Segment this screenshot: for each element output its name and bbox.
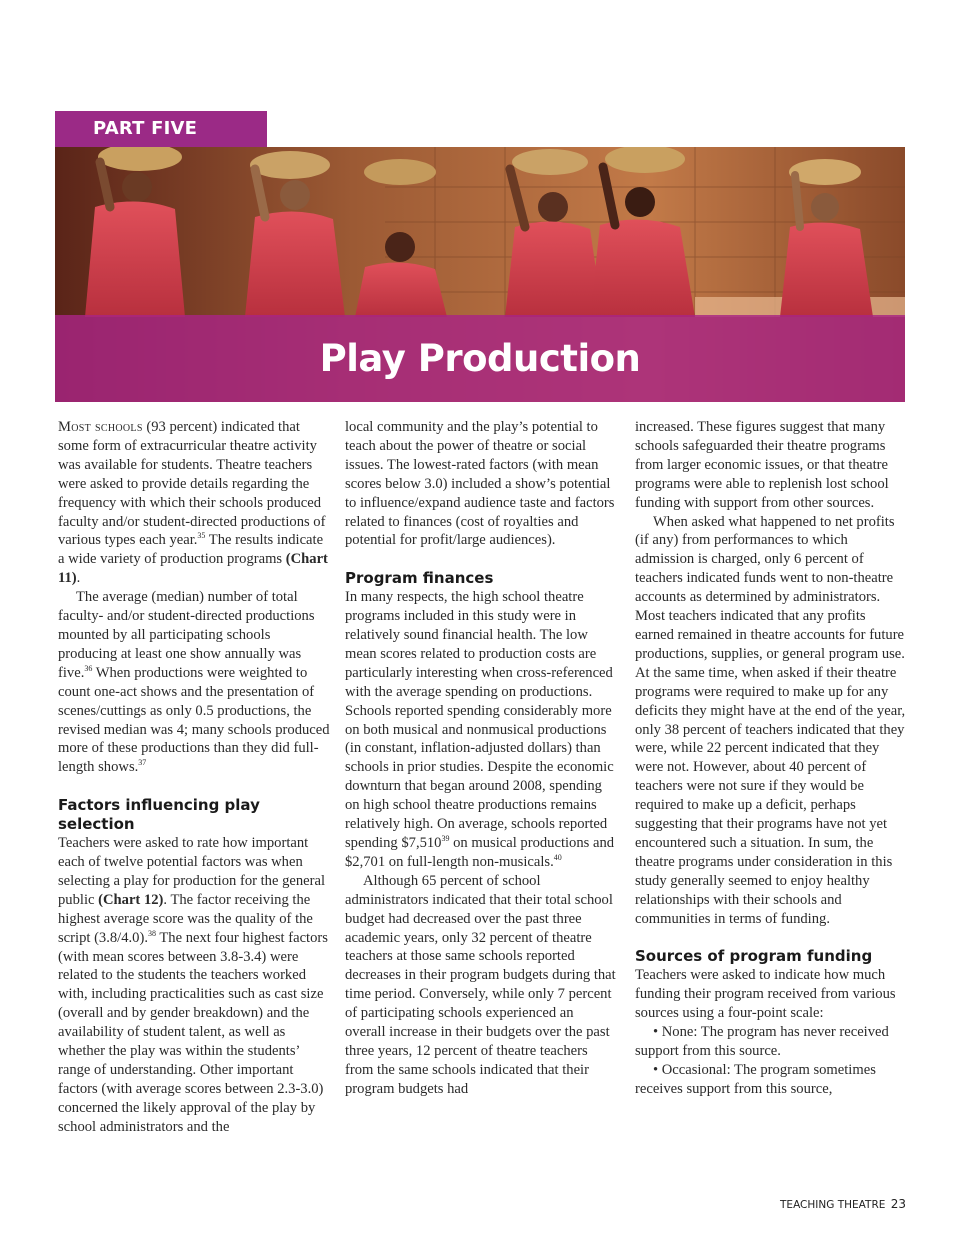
paragraph: Although 65 percent of school administrators indicated that their total school budget had decreased over the past three academic years, only 32 percent of theatre teachers at those same schools reported decreases in their program budgets during that time period. Conversely, while only 7 percent of participating schools experienced an overall increase in their budgets over the past three years, 12 percent of theatre teachers from the same schools indicated that their program budgets had	[345, 872, 616, 1097]
footnote-ref: 39	[441, 834, 450, 844]
paragraph	[58, 418, 330, 588]
paragraph: When asked what happened to net profits (if any) from performances to which admission is charged, only 6 percent of teachers indicated funds went to non-theatre accounts as determined by administrators. Most teachers indicated that any profits earned remained in theatre accounts for future productions, supplies, or general program use. At the same time, when asked if their theatre programs were required to make up for any deficits they might have at the end of the year, only 38 percent of teachers indicated that they were, while 22 percent indicated that they were not. However, about 40 percent of teachers were not sure if they would be required to make up a deficit, perhaps suggesting that their programs have not yet encountered such a situation. In sum, the theatre programs under consideration in this study generally seemed to enjoy healthy relationships with their schools and communities in terms of funding.	[635, 513, 906, 927]
paragraph	[58, 588, 330, 777]
footnote-ref: 35	[197, 531, 206, 541]
footnote-ref: 37	[138, 758, 147, 768]
text: When productions were weighted to count one-act shows and the presentation of scenes/cuttings as only 0.5 productions, the revised median was 4; many schools produced more of these productions than they did full-length shows.	[58, 664, 330, 776]
section-heading: Factors influencing play selection	[58, 796, 260, 834]
lead-in: Most schools	[58, 419, 143, 435]
list-item: • None: The program has never received support from this source.	[635, 1024, 889, 1059]
text: In many respects, the high school theatre programs included in this study were in relatively sound financial health. The low mean scores related to production costs are particularly interesting when cross-referenced with the average spending on productions. Schools reported spending considerably more on both musical and nonmusical productions (in constant, inflation-adjusted dollars) than schools in prior studies. Despite the economic downturn that began around 2008, spending on high school theatre productions remains relatively high. On average, schools reported spending $7,510	[345, 589, 614, 852]
hero-image	[55, 147, 905, 402]
paragraph: Teachers were asked to indicate how much funding their program received from various sources using a four-point scale:	[635, 967, 896, 1022]
text-column-3	[635, 418, 907, 1099]
section-heading: Program finances	[345, 569, 494, 588]
text: .	[76, 570, 81, 587]
text: The results indicate a wide variety of production programs	[58, 532, 324, 568]
page-footer	[780, 1197, 906, 1211]
chart-reference: (Chart 11)	[58, 551, 328, 587]
footnote-ref: 36	[84, 663, 93, 673]
footnote-ref: 38	[147, 928, 156, 938]
section-heading: Sources of program funding	[635, 947, 873, 966]
footnote-ref: 40	[553, 853, 562, 863]
paragraph	[58, 834, 330, 1137]
paragraph: local community and the play’s potential to teach about the power of theatre or social issues. The lowest-rated factors (with mean scores below 3.0) included a show’s potential to influence/expand audience taste and factors related to finances (cost of royalties and potential for profit/large audiences).	[345, 419, 615, 549]
text: (93 percent) indicated that some form of extracurricular theatre activity was available for students. Theatre teachers were asked to provide details regarding the frequency with which their schools produced faculty and/or student-directed productions of various types each year.	[58, 419, 326, 549]
text-column-2	[345, 418, 617, 1099]
text: The next four highest factors (with mean scores between 3.8-3.4) were related to the students the teachers worked with, including practicalities such as cast size (overall and by gender breakdown) and the availability of student talent, as well as whether the play was within the students’ range of understanding. Other important factors (with average scores between 2.3-3.0) concerned the likely approval of the play by school administrators and the	[58, 929, 328, 1135]
chart-reference: (Chart 12)	[98, 891, 164, 908]
list-item: • Occasional: The program sometimes receives support from this source,	[635, 1061, 876, 1097]
text: Teachers were asked to rate how important each of twelve potential factors was when selecting a play for production for the general public	[58, 835, 326, 908]
paragraph: increased. These figures suggest that many schools safeguarded their theatre programs from larger economic issues, or that theatre programs were able to replenish lost school funding with support from other sources.	[635, 419, 889, 511]
page-number: 23	[890, 1197, 906, 1211]
part-label: PART FIVE	[55, 111, 267, 147]
text: . The factor receiving the highest average score was the quality of the script (3.8/4.0).	[58, 891, 313, 946]
publication-name: TEACHING THEATRE	[780, 1199, 886, 1211]
text: The average (median) number of total faculty- and/or student-directed productions mounted by all participating schools producing at least one show annually was five.	[58, 589, 315, 681]
paragraph	[345, 588, 617, 872]
text: on musical productions and $2,701 on full-length non-musicals.	[345, 835, 615, 870]
text-column-1	[58, 418, 330, 1137]
page-title: Play Production	[319, 337, 641, 380]
